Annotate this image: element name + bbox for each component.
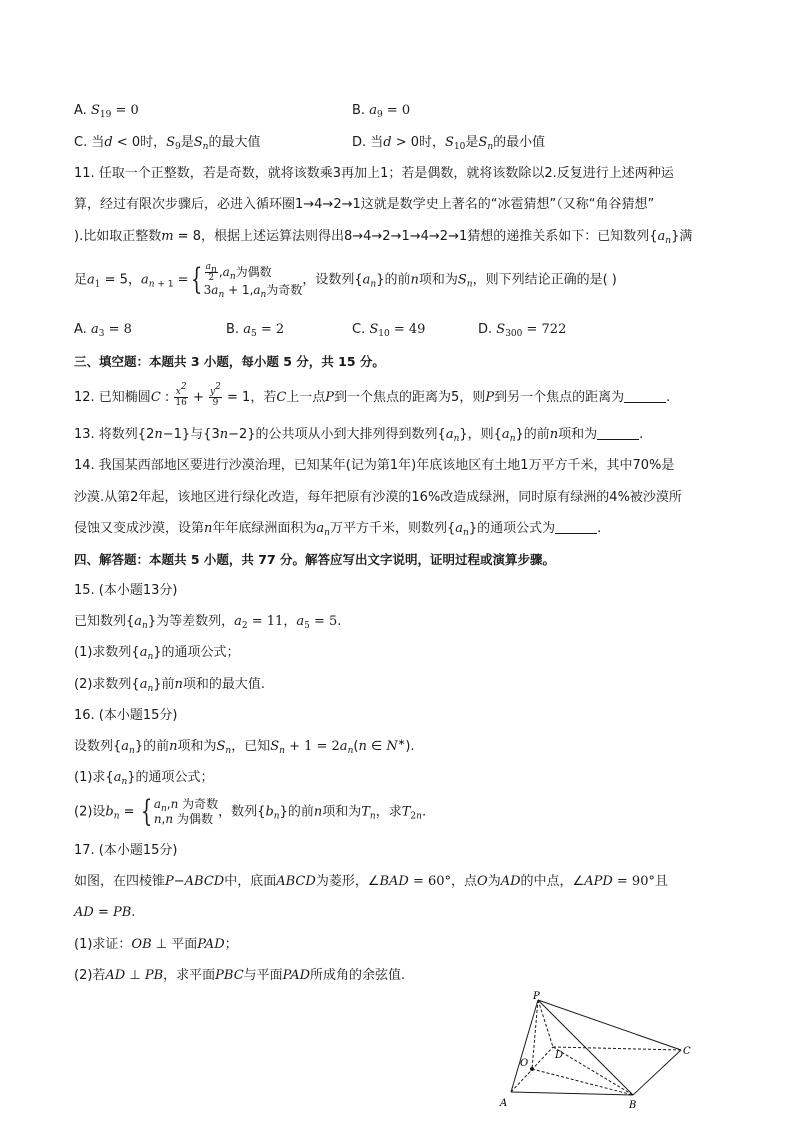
- q16-heading: 16. (本小题15分): [74, 708, 178, 723]
- label-b: B: [629, 1100, 637, 1111]
- q14-line-3: 侵蚀又变成沙漠，设第n年年底绿洲面积为$a_n$万平方千米，则数列$\{a_n\}$的通项公式为 .: [74, 521, 602, 538]
- q14-line-1: 14. 我国某西部地区要进行沙漠治理，已知某年(记为第1年)年底该地区有土地1万平方千米，其中70%是: [74, 458, 675, 473]
- q14-line-2: 沙漠.从第2年起，该地区进行绿化改造，每年把原有沙漠的16%改造成绿洲，同时原有绿洲的4%被沙漠所: [74, 490, 682, 505]
- q13: 13. 将数列{2n−1}与{3n−2}的公共项从小到大排列得到数列$\{a_n\}$，则$\{a_n\}$的前n项和为 .: [74, 427, 644, 444]
- q11-line-1: 11. 任取一个正整数，若是奇数，就将该数乘3再加上1；若是偶数，就将该数除以2.反复进行上述两种运: [74, 166, 674, 181]
- edge-ob: [532, 1069, 633, 1095]
- edge-ab: [511, 1092, 633, 1095]
- q11-line-2: 算，经过有限次步骤后，必进入循环圈1→4→2→1这就是数学史上著名的“冰雹猜想”（又称“角谷猜想”: [74, 197, 655, 212]
- label-c: C: [683, 1046, 691, 1057]
- q11-line-4: 足$a_1 = 5$，$a_{n + 1}$ ={ $\frac{a_n}{2}$ $,a_n$为偶数 $3a_n + 1,a_n$为奇数 ，设数列$\{a_n\}$的前n项和为$S_n$，则下列结论正确的是( ): [74, 262, 617, 300]
- q17-stem-line-1: 如图，在四棱锥P−ABCD中，底面ABCD为菱形，∠BAD = 60°，点O为AD的中点，∠APD = 90°且: [74, 874, 668, 889]
- q11-option-b: B. $a_5 = 2$: [226, 322, 285, 339]
- q12-answer-blank[interactable]: [624, 390, 666, 403]
- q17-part-1: (1)求证：OB ⊥ 平面PAD；: [74, 937, 238, 952]
- q17-part-2: (2)若AD ⊥ PB，求平面PBC与平面PAD所成角的余弦值.: [74, 968, 406, 983]
- q16-part-1: (1)求$\{a_n\}$的通项公式；: [74, 770, 214, 787]
- edge-bc: [633, 1050, 681, 1095]
- q10-option-a: A. $S_{19} = 0$: [74, 103, 139, 120]
- q10-option-d: D. 当d > 0时，$S_{10}$是$S_n$的最小值: [352, 135, 546, 152]
- q15-stem: 已知数列$\{a_n\}$为等差数列，$a_2 = 11$，$a_5 = 5$.: [74, 614, 342, 631]
- section-4-heading: 四、解答题：本题共 5 小题，共 77 分。解答应写出文字说明，证明过程或演算步骤。: [74, 552, 556, 567]
- q17-stem-line-2: AD = PB.: [74, 905, 136, 920]
- point-o: [530, 1067, 534, 1071]
- section-3-heading: 三、填空题：本题共 3 小题，每小题 5 分，共 15 分。: [74, 354, 385, 369]
- q12: 12. 已知椭圆C : $\frac{x^2}{16}$ + $\frac{y^2}{9}$ = 1，若C上一点P到一个焦点的距离为5，则P到另一个焦点的距离为 .: [74, 382, 671, 408]
- q11-option-d: D. $S_{300} = 722$: [478, 322, 567, 339]
- pyramid-figure: [495, 990, 695, 1114]
- label-o: O: [520, 1058, 529, 1069]
- q16-stem: 设数列$\{a_n\}$的前n项和为$S_n$，已知$S_n + 1 = 2a_n(n$ ∈ N∗).: [74, 738, 415, 756]
- q11-option-c: C. $S_{10} = 49$: [352, 322, 426, 339]
- q15-heading: 15. (本小题13分): [74, 583, 178, 598]
- q17-heading: 17. (本小题15分): [74, 843, 178, 858]
- q11-line-3: ).比如取正整数m = 8，根据上述运算法则得出8→4→2→1→4→2→1猜想的递推关系如下：已知数列$\{a_n\}$满: [74, 229, 693, 246]
- q11-option-a: A. $a_3 = 8$: [74, 322, 132, 339]
- q13-answer-blank[interactable]: [597, 427, 639, 440]
- label-p: P: [533, 991, 540, 1002]
- edge-bd: [553, 1047, 633, 1095]
- q10-option-b: B. $a_9 = 0$: [352, 103, 411, 120]
- label-d: D: [555, 1050, 564, 1061]
- q14-answer-blank[interactable]: [555, 521, 597, 534]
- edge-pc: [538, 1000, 681, 1050]
- label-a: A: [500, 1098, 508, 1109]
- q10-option-c: C. 当d < 0时，$S_9$是$S_n$的最大值: [74, 135, 261, 152]
- q15-part-1: (1)求数列$\{a_n\}$的通项公式；: [74, 645, 240, 662]
- q16-part-2: (2)设$b_n$ = { $a_n,n$ 为奇数 n,n 为偶数 ，数列$\{b_n\}$的前n项和为$T_n$，求$T_{2n}$.: [74, 794, 427, 829]
- edge-dc: [553, 1047, 681, 1050]
- q15-part-2: (2)求数列$\{a_n\}$前n项和的最大值.: [74, 677, 266, 694]
